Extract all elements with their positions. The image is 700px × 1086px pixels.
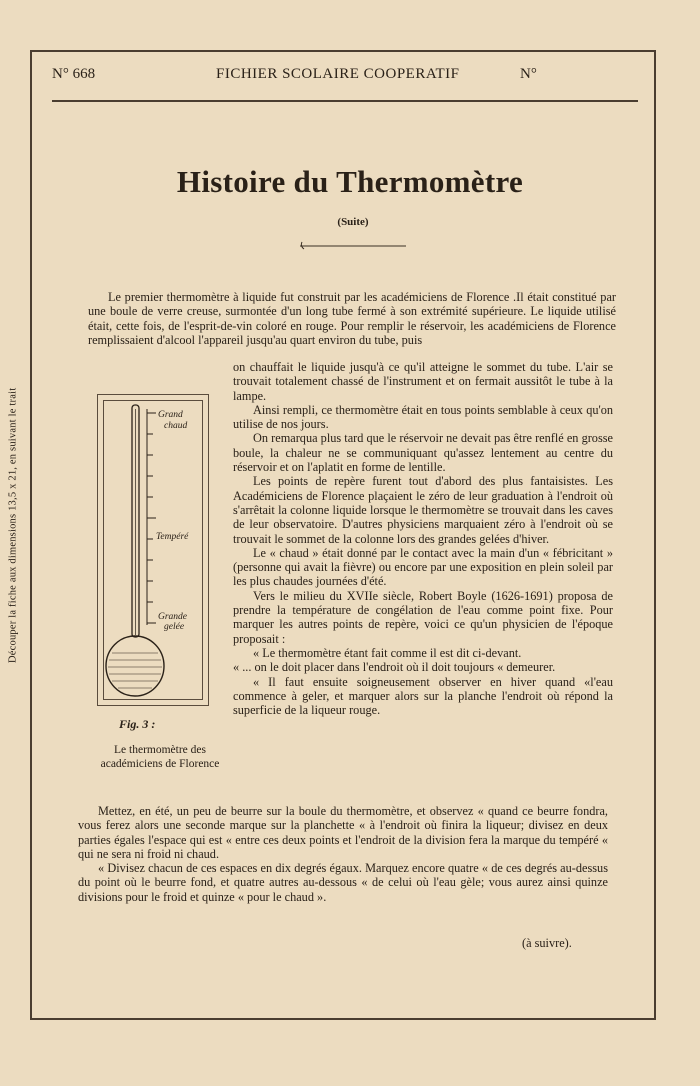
ornament-divider	[300, 241, 406, 251]
page-subtitle: (Suite)	[337, 216, 369, 228]
header	[52, 62, 638, 90]
figure-caption: Le thermomètre des académiciens de Florence	[100, 744, 220, 770]
intro-text: Le premier thermomètre à liquide fut construit par les académiciens de Florence .Il était constitué par une boule de verre creuse, surmontée d'un long tube fermé à son extrémité supérieure. Le liquide utilisé était, cette fois, de l'esprit-de-vin coloré en rouge. Pour remplir le réservoir, les académiciens de Florence remplissaient d'alcool l'appareil jusqu'au quart environ du tube, puis	[88, 290, 616, 347]
bottom-paragraphs	[78, 804, 608, 904]
label-grand: Grand	[158, 410, 183, 420]
right-paragraph: « ... on le doit placer dans l'endroit où il doit toujours « demeurer.	[233, 660, 556, 675]
right-paragraph: Le « chaud » était donné par le contact avec la main d'un « fébricitant » (personne qui avait la fièvre) ou encore par une exposition en plein soleil par les plus chaudes journées d'été.	[233, 545, 613, 589]
cut-instruction: Découper la fiche aux dimensions 13,5 x 21, en suivant le trait	[7, 387, 19, 663]
label-tempere: Tempéré	[156, 532, 189, 542]
right-paragraph: « Le thermomètre étant fait comme il est dit ci-devant.	[253, 645, 522, 660]
right-paragraph: on chauffait le liquide jusqu'à ce qu'il atteigne le sommet du tube. L'air se trouvait totalement chassé de l'instrument et on fermait aussitôt le tube à la lampe.	[233, 360, 613, 403]
intro-paragraph	[88, 290, 616, 347]
right-column	[233, 360, 613, 717]
right-paragraph: Vers le milieu du XVIIe siècle, Robert Boyle (1626-1691) proposa de prendre la température de congélation de l'eau comme point fixe. Pour marquer les autres points de repère, voici ce qu'un physicien de l'époque proposait :	[233, 588, 613, 646]
to-be-continued: (à suivre).	[522, 936, 572, 950]
right-paragraph: On remarqua plus tard que le réservoir ne devait pas être renflé en grosse boule, la chaleur ne se communiquant qu'assez lentement au centre du réservoir et on l'aplatit en forme de lentille.	[233, 431, 613, 475]
right-paragraph: Ainsi rempli, ce thermomètre était en tous points semblable à ceux qu'on utilise de nos jours.	[233, 402, 613, 432]
bottom-paragraph: « Divisez chacun de ces espaces en dix degrés égaux. Marquez encore quatre « de ces degrés au-dessus du point où le beurre fond, et quatre autres au-dessous « de celui où l'eau gèle; vous aurez ainsi quinze divisions pour le froid et quinze « pour le chaud ».	[78, 861, 608, 904]
thermometer-drawing	[98, 395, 210, 707]
card-number-blank: N°	[520, 66, 537, 82]
label-gelee: gelée	[164, 622, 185, 632]
header-rule	[52, 100, 638, 102]
page-title: Histoire du Thermomètre	[176, 164, 524, 199]
thermometer-figure	[97, 394, 209, 706]
header-title: FICHIER SCOLAIRE COOPERATIF	[216, 66, 460, 82]
figure-label: Fig. 3 :	[119, 717, 156, 731]
bottom-paragraph: Mettez, en été, un peu de beurre sur la boule du thermomètre, et observez « quand ce beurre fondra, vous ferez alors une seconde marque sur la planchette « à l'endroit où finira la liqueur; divisez en deux parties égales l'espace qui est « entre ces deux points et l'endroit de la division fera la marque du tempéré « qui ne sera ni froid ni chaud.	[78, 804, 608, 861]
label-grande: Grande	[158, 612, 188, 622]
right-paragraph: « Il faut ensuite soigneusement observer en hiver quand «l'eau commence à geler, et marquer alors sur la planche l'endroit où répond la superficie de la liqueur rouge.	[233, 674, 613, 718]
card-number: N° 668	[52, 66, 96, 82]
right-paragraph: Les points de repère furent tout d'abord des plus fantaisistes. Les Académiciens de Florence plaçaient le zéro de leur graduation à l'endroit où s'arrêtait la colonne liquide lorsque le thermomètre se trouvait dans les caves de leur observatoire. D'autres physiciens marquaient zéro à l'endroit où se trouvait le sommet de la colonne lors des grandes gelées d'hiver.	[233, 474, 613, 546]
label-chaud: chaud	[164, 421, 188, 431]
